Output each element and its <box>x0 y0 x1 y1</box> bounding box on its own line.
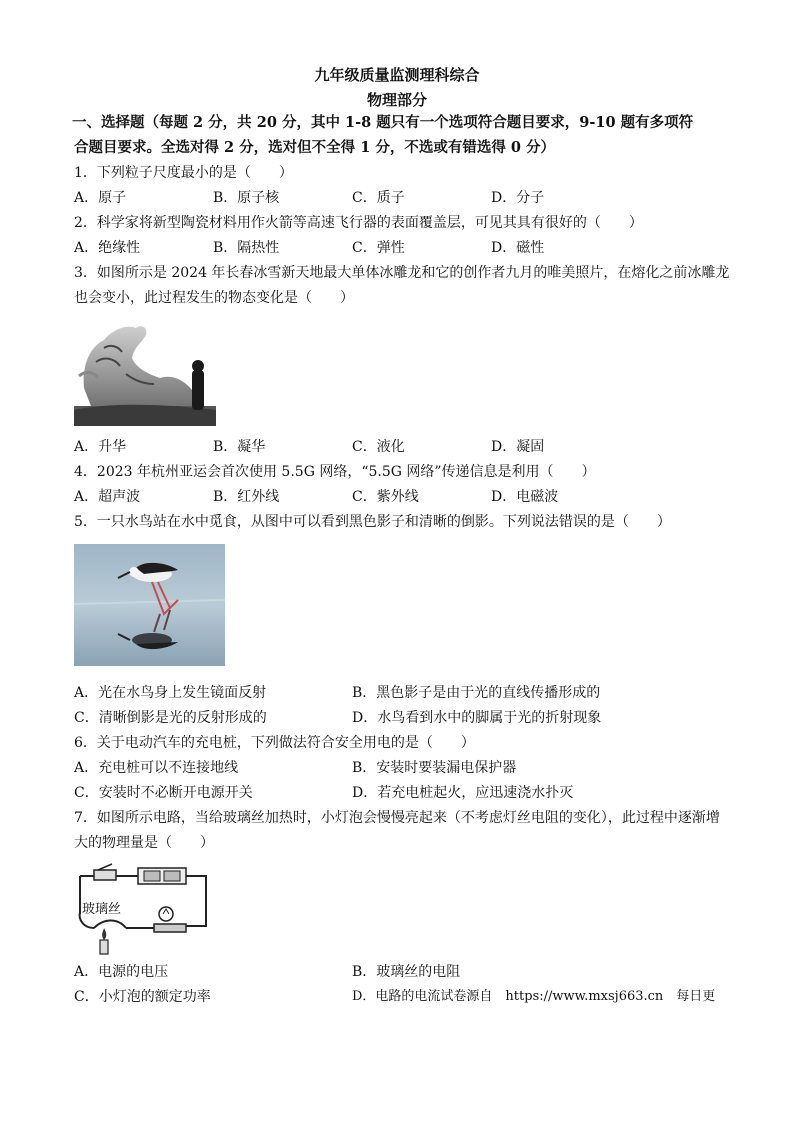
question-3-stem-line-1: 3．如图所示是 2024 年长春冰雪新天地最大单体冰雕龙和它的创作者九月的唯美照片，在熔化之前冰雕龙 <box>74 265 730 281</box>
water-bird-photo <box>74 544 225 666</box>
question-3-stem-line-2: 也会变小，此过程发生的物态变化是（ ） <box>74 290 354 306</box>
section-heading-line-2: 合题目要求。全选对得 2 分，选对但不全得 1 分，不选或有错选得 0 分） <box>74 139 556 156</box>
glass-wire-label: 玻璃丝 <box>82 902 122 917</box>
q6-option-b: B．安装时要装漏电保护器 <box>352 760 517 776</box>
page-subtitle: 物理部分 <box>366 91 427 109</box>
q7-option-a: A．电源的电压 <box>74 964 169 980</box>
question-2-stem: 2．科学家将新型陶瓷材料用作火箭等高速飞行器的表面覆盖层，可见其具有很好的（ ） <box>74 215 643 231</box>
q7-option-b: B．玻璃丝的电阻 <box>352 964 461 980</box>
q2-option-c: C．弹性 <box>352 240 405 256</box>
q3-option-d: D．凝固 <box>491 439 545 455</box>
q1-option-a: A．原子 <box>74 190 127 206</box>
q4-option-a: A．超声波 <box>74 489 141 505</box>
q4-option-d: D．电磁波 <box>491 489 559 505</box>
page-title: 九年级质量监测理科综合 <box>314 66 480 84</box>
q3-option-a: A．升华 <box>74 439 127 455</box>
question-7-stem-line-2: 大的物理量是（ ） <box>74 835 214 851</box>
q6-option-d: D．若充电桩起火，应迅速浇水扑灭 <box>352 785 574 801</box>
q4-option-c: C．紫外线 <box>352 489 419 505</box>
q6-option-c: C．安装时不必断开电源开关 <box>74 785 253 801</box>
q1-option-c: C．质子 <box>352 190 405 206</box>
question-5-stem: 5．一只水鸟站在水中觅食，从图中可以看到黑色影子和清晰的倒影。下列说法错误的是（ ） <box>74 514 671 530</box>
q7-option-d: D．电路的电流试卷源自 https://www.mxsj663.cn 每日更 <box>352 989 716 1004</box>
q5-option-a: A．光在水鸟身上发生镜面反射 <box>74 685 267 701</box>
q5-option-d: D．水鸟看到水中的脚属于光的折射现象 <box>352 710 602 726</box>
question-7-stem-line-1: 7．如图所示电路，当给玻璃丝加热时，小灯泡会慢慢亮起来（不考虑灯丝电阻的变化），此过程中逐渐增 <box>74 810 720 826</box>
q3-option-c: C．液化 <box>352 439 405 455</box>
q1-option-d: D．分子 <box>491 190 545 206</box>
q3-option-b: B．凝华 <box>213 439 266 455</box>
q2-option-a: A．绝缘性 <box>74 240 141 256</box>
question-6-stem: 6．关于电动汽车的充电桩，下列做法符合安全用电的是（ ） <box>74 735 475 751</box>
question-4-stem: 4．2023 年杭州亚运会首次使用 5.5G 网络，“5.5G 网络”传递信息是利用（ ） <box>74 464 596 480</box>
q2-option-d: D．磁性 <box>491 240 545 256</box>
q1-option-b: B．原子核 <box>213 190 280 206</box>
q5-option-b: B．黑色影子是由于光的直线传播形成的 <box>352 685 601 701</box>
circuit-diagram <box>74 856 214 956</box>
q2-option-b: B．隔热性 <box>213 240 280 256</box>
q4-option-b: B．红外线 <box>213 489 280 505</box>
q6-option-a: A．充电桩可以不连接地线 <box>74 760 239 776</box>
ice-dragon-photo <box>74 318 216 426</box>
question-1-stem: 1．下列粒子尺度最小的是（ ） <box>74 165 293 181</box>
q5-option-c: C．清晰倒影是光的反射形成的 <box>74 710 267 726</box>
section-heading-line-1: 一、选择题（每题 2 分，共 20 分，其中 1-8 题只有一个选项符合题目要求，9-10 题有多项符 <box>72 114 694 131</box>
q7-option-c: C．小灯泡的额定功率 <box>74 989 211 1005</box>
